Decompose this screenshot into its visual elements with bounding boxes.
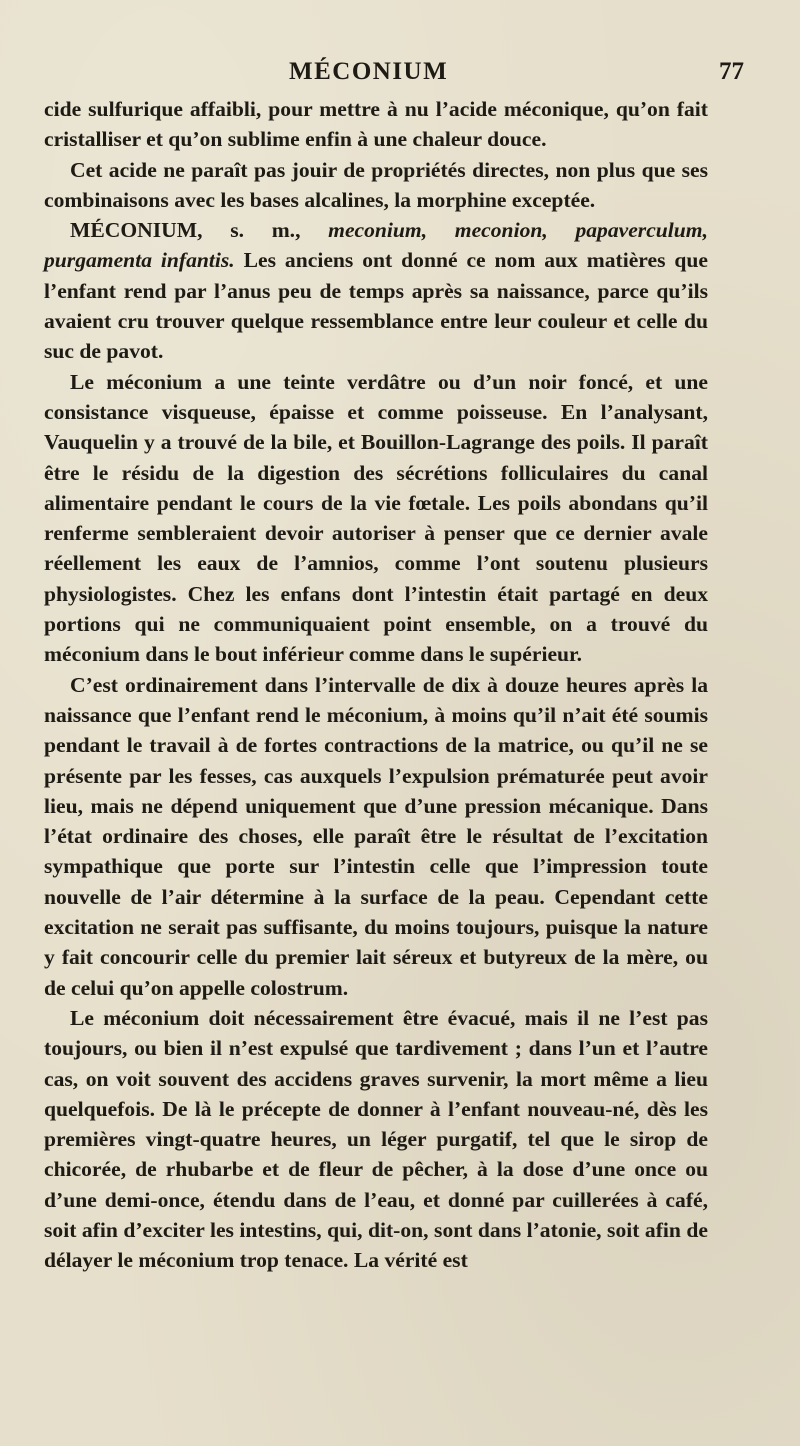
page-number: 77: [719, 58, 744, 85]
body-text: [44, 94, 708, 1276]
paragraph-4: Le méconium a une teinte verdâtre ou d’un noir foncé, et une consistance visqueuse, épaisse et comme poisseuse. En l’analysant, Vauquelin y a trouvé de la bile, et Bouillon-Lagrange des poils. Il paraît être le résidu de la digestion des sécrétions folliculaires du canal alimentaire pendant le cours de la vie fœtale. Les poils abondans qu’il renferme sembleraient devoir autoriser à penser que ce dernier avale réellement les eaux de l’amnios, comme l’ont soutenu plusieurs physiologistes. Chez les enfans dont l’intestin était partagé en deux portions qui ne communiquaient point ensemble, on a trouvé du méconium dans le bout inférieur comme dans le supérieur.: [44, 369, 708, 667]
entry-grammar: , s. m.,: [197, 218, 329, 243]
paragraph-5: C’est ordinairement dans l’intervalle de dix à douze heures après la naissance que l’enfant rend le méconium, à moins qu’il n’ait été soumis pendant le travail à de fortes contractions de la matrice, ou qu’il ne se présente par les fesses, cas auxquels l’expulsion prématurée peut avoir lieu, mais ne dépend uniquement que d’une pression mécanique. Dans l’état ordinaire des choses, elle paraît être le résultat de l’excitation sympathique que porte sur l’intestin celle que l’impression toute nouvelle de l’air détermine à la surface de la peau. Cependant cette excitation ne serait pas suffisante, du moins toujours, puisque la nature y fait concourir celle du premier lait séreux et butyreux de la mère, ou de celui qu’on appelle colostrum.: [44, 672, 708, 1000]
paragraph-1: cide sulfurique affaibli, pour mettre à nu l’acide méconique, qu’on fait cristalliser et qu’on sublime enfin à une chaleur douce.: [44, 97, 708, 152]
entry-definition: Les anciens ont donné ce nom aux matières que l’enfant rend par l’anus peu de temps après sa naissance, parce qu’ils avaient cru trouver quelque ressemblance entre leur couleur et celle du suc de pavot.: [44, 248, 708, 364]
paragraph-6: Le méconium doit nécessairement être évacué, mais il ne l’est pas toujours, ou bien il n’est expulsé que tardivement ; dans l’un et l’autre cas, on voit souvent des accidens graves survenir, la mort même a lieu quelquefois. De là le précepte de donner à l’enfant nouveau-né, dès les premières vingt-quatre heures, un léger purgatif, tel que le sirop de chicorée, de rhubarbe et de fleur de pêcher, à la dose d’une once ou d’une demi-once, étendu dans de l’eau, et donné par cuillerées à café, soit afin d’exciter les intestins, qui, dit-on, sont dans l’atonie, soit afin de délayer le méconium trop tenace. La vérité est: [44, 1005, 708, 1273]
entry-meconium: [44, 215, 708, 366]
paragraph-2: Cet acide ne paraît pas jouir de propriétés directes, non plus que ses combinaisons avec les bases alcalines, la morphine exceptée.: [44, 157, 708, 212]
entry-synonyms: meconium, meconion, papaverculum, purgamenta infantis.: [44, 218, 708, 273]
page-header: [44, 58, 744, 94]
running-title: MÉCONIUM: [289, 58, 449, 85]
entry-headword: MÉCONIUM: [70, 218, 198, 243]
